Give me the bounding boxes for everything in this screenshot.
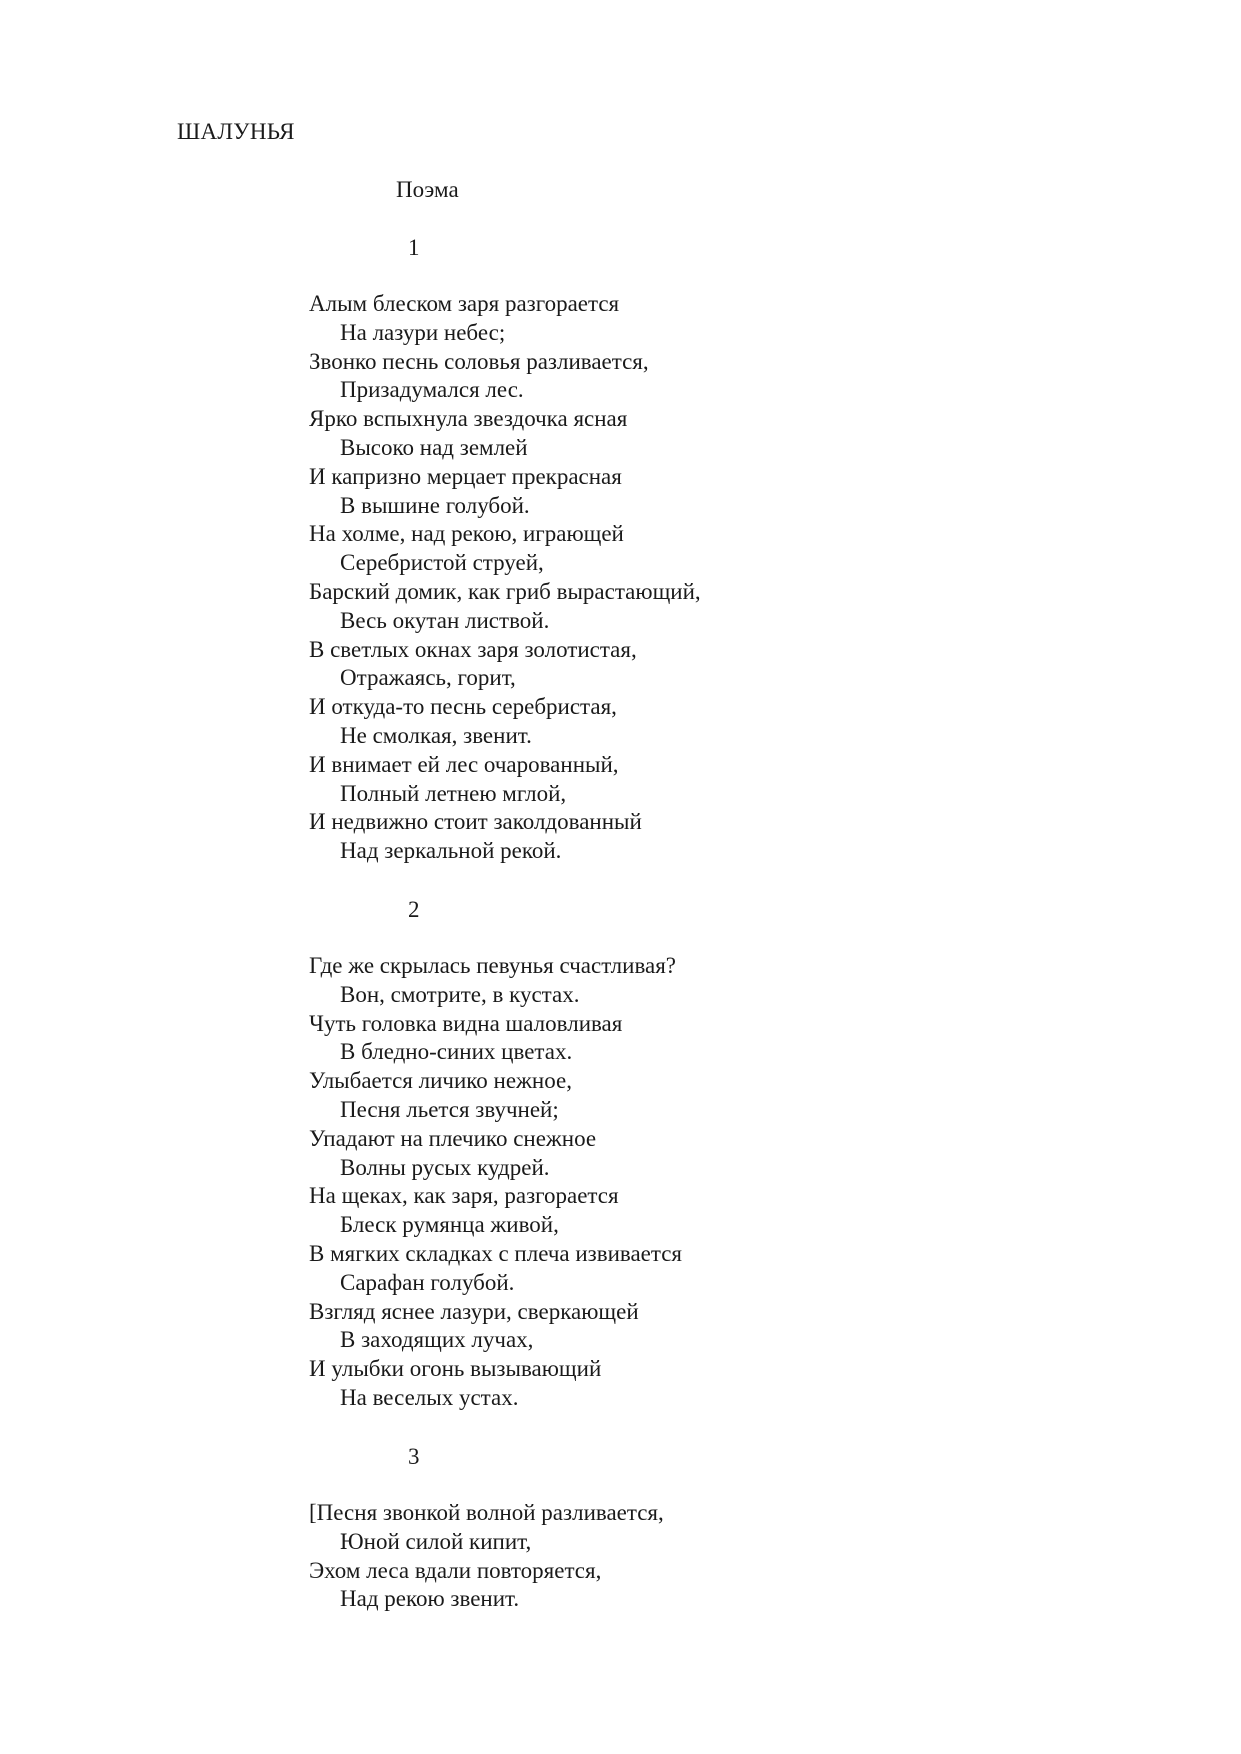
stanza [309,1499,664,1614]
verse-line: Улыбается личико нежное, [309,1068,572,1094]
verse-line: Призадумался лес. [340,377,524,403]
verse-line: В вышине голубой. [340,492,530,518]
verse-line: Чуть головка видна шаловливая [309,1010,623,1036]
verse-line: В мягких складках с плеча извивается [309,1240,683,1266]
stanza [309,952,682,1413]
stanza [309,290,701,866]
verse-line: [Песня звонкой волной разливается, [309,1500,664,1525]
verse-line: Блеск румянца живой, [340,1212,559,1238]
section-number: 2 [408,897,420,922]
verse-line: Весь окутан листвой. [340,607,550,633]
verse-line: Алым блеском заря разгорается [309,291,620,316]
verse-line: Вон, смотрите, в кустах. [340,981,580,1007]
verse-line: И откуда-то песнь серебристая, [309,694,617,720]
verse-line: Над рекою звенит. [340,1586,520,1612]
verse-line: Серебристой струей, [340,550,544,576]
verse-line: Над зеркальной рекой. [340,838,562,864]
poem-subtitle: Поэма [396,177,459,202]
section-number: 1 [408,235,420,260]
verse-line: Юной силой кипит, [340,1528,532,1554]
verse-line: Взгляд яснее лазури, сверкающей [309,1298,639,1324]
verse-line: В светлых окнах заря золотистая, [309,636,637,662]
verse-line: Упадают на плечико снежное [309,1125,597,1151]
verse-line: И недвижно стоит заколдованный [309,809,642,835]
verse-line: На лазури небес; [340,319,506,345]
section-number: 3 [408,1444,420,1469]
verse-line: Сарафан голубой. [340,1269,515,1295]
verse-line: На холме, над рекою, играющей [309,521,624,547]
verse-line: Где же скрылась певунья счастливая? [309,953,677,978]
verse-line: На щеках, как заря, разгорается [309,1183,619,1209]
verse-line: Звонко песнь соловья разливается, [309,348,649,374]
verse-line: Полный летнею мглой, [340,780,567,806]
verse-line: В бледно-синих цветах. [340,1039,573,1065]
verse-line: И внимает ей лес очарованный, [309,751,619,777]
verse-line: Не смолкая, звенит. [340,722,532,748]
verse-line: В заходящих лучах, [340,1327,534,1353]
verse-line: И улыбки огонь вызывающий [309,1356,602,1382]
verse-line: Ярко вспыхнула звездочка ясная [309,406,628,432]
verse-line: Песня льется звучней; [340,1096,559,1122]
verse-line: Волны русых кудрей. [340,1154,550,1180]
verse-line: Эхом леса вдали повторяется, [309,1557,602,1583]
verse-line: Барский домик, как гриб вырастающий, [309,578,701,604]
poem-title: ШАЛУНЬЯ [177,119,295,144]
verse-line: Высоко над землей [340,434,528,460]
verse-line: На веселых устах. [340,1384,519,1410]
verse-line: Отражаясь, горит, [340,665,516,691]
verse-line: И капризно мерцает прекрасная [309,463,622,489]
